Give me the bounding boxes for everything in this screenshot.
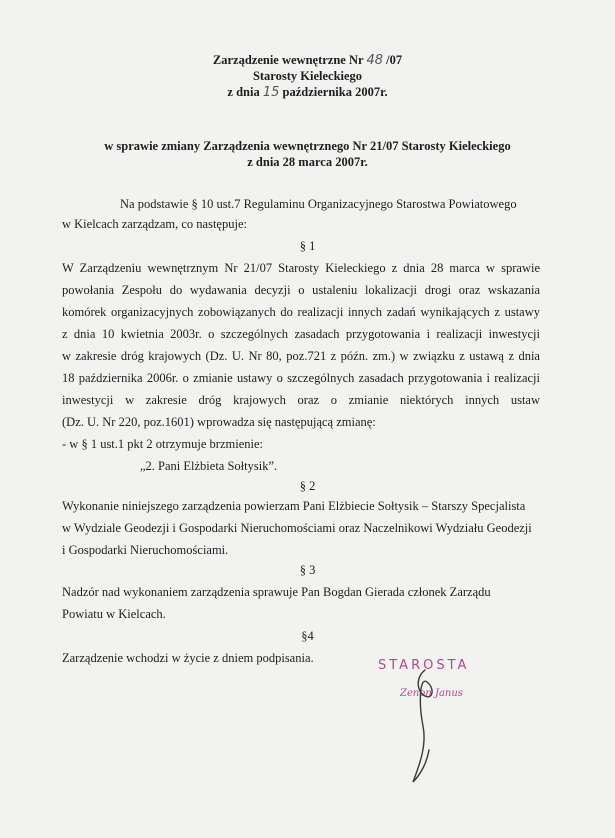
- section-2-heading: § 2: [299, 479, 316, 493]
- section-3-heading: § 3: [299, 563, 316, 577]
- s2-line: w Wydziale Geodezji i Gospodarki Nieruchomościami oraz Naczelnikowi Wydziału Geodezji: [62, 521, 532, 535]
- s1-line: z dnia 10 kwietnia 2003r. o szczególnych zasadach przygotowania i realizacji inwestycji: [62, 327, 540, 341]
- s1-line: - w § 1 ust.1 pkt 2 otrzymuje brzmienie:: [62, 437, 264, 451]
- handwritten-signature: [405, 666, 445, 786]
- title-suffix: /07: [382, 53, 403, 67]
- date-suffix: października 2007r.: [279, 85, 388, 99]
- s1-line: (Dz. U. Nr 220, poz.1601) wprowadza się następującą zmianę:: [62, 415, 376, 429]
- issuer-line: Starosty Kieleckiego: [252, 69, 363, 83]
- s3-line: Nadzór nad wykonaniem zarządzenia sprawuje Pan Bogdan Gierada członek Zarządu: [62, 585, 491, 599]
- document-title: [0, 52, 615, 69]
- stamp-title: STAROSTA: [378, 658, 470, 673]
- s1-line: inwestycji w zakresie dróg krajowych oraz o zmianie niektórych innych ustaw: [62, 393, 540, 407]
- stamp-name: Zenon Janus: [400, 688, 463, 699]
- subject-line-1: w sprawie zmiany Zarządzenia wewnętrznego Nr 21/07 Starosty Kieleckiego: [104, 139, 511, 153]
- s1-line: w zakresie dróg krajowych (Dz. U. Nr 80, poz.721 z późn. zm.) w związku z ustawą z dnia: [62, 349, 540, 363]
- s1-quote: „2. Pani Elżbieta Sołtysik”.: [140, 459, 278, 473]
- s3-line: Powiatu w Kielcach.: [62, 607, 166, 621]
- s1-line: powołania Zespołu do wydawania decyzji o ustaleniu lokalizacji drogi oraz wskazania: [62, 283, 540, 297]
- preamble-line-1: Na podstawie § 10 ust.7 Regulaminu Organizacyjnego Starostwa Powiatowego: [120, 197, 517, 211]
- s1-line: 18 października 2006r. o zmianie ustawy o szczególnych zasadach przygotowania i realizacji: [62, 371, 540, 385]
- section-4-heading: §4: [301, 629, 314, 643]
- handwritten-day: 15: [262, 85, 280, 100]
- date-line: [0, 84, 615, 101]
- date-prefix: z dnia: [227, 85, 263, 99]
- s2-line: Wykonanie niniejszego zarządzenia powierzam Pani Elżbiecie Sołtysik – Starszy Specjalista: [62, 499, 526, 513]
- s1-line: W Zarządzeniu wewnętrznym Nr 21/07 Starosty Kieleckiego z dnia 28 marca w sprawie: [62, 261, 540, 275]
- s1-line: komórek organizacyjnych zobowiązanych do realizacji innych zadań wynikających z ustawy: [62, 305, 540, 319]
- subject-line-2: z dnia 28 marca 2007r.: [247, 155, 368, 169]
- preamble-line-2: w Kielcach zarządzam, co następuje:: [62, 217, 247, 231]
- section-1-heading: § 1: [299, 239, 316, 253]
- s2-line: i Gospodarki Nieruchomościami.: [62, 543, 229, 557]
- handwritten-number: 48: [366, 53, 383, 68]
- s4-line: Zarządzenie wchodzi w życie z dniem podpisania.: [62, 651, 314, 665]
- title-prefix: Zarządzenie wewnętrzne Nr: [212, 53, 367, 67]
